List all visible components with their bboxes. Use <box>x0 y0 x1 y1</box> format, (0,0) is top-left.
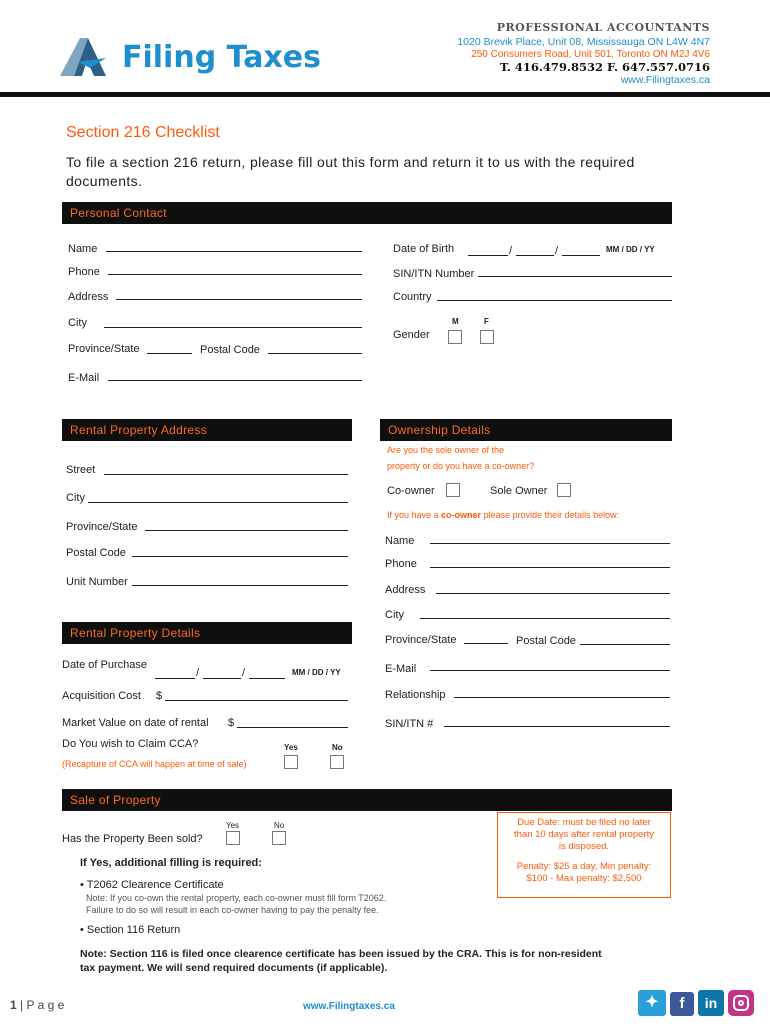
coowner-province-label: Province/State <box>385 634 457 646</box>
province-label: Province/State <box>68 343 140 355</box>
coowner-note: If you have a co-owner please provide their details below: <box>387 510 620 520</box>
coowner-postal-label: Postal Code <box>516 635 576 647</box>
ownership-header: Ownership Details <box>380 419 672 441</box>
coowner-phone-label: Phone <box>385 558 417 570</box>
dob-sep-1: / <box>509 245 513 257</box>
sin-label: SIN/ITN Number <box>393 268 475 280</box>
dob-label: Date of Birth <box>393 243 455 255</box>
t2062-note-1: Note: If you co-own the rental property, each co-owner must fill form T2062. <box>86 893 387 903</box>
sin-field[interactable] <box>478 276 672 277</box>
gender-m-label: M <box>452 317 459 326</box>
coowner-relationship-field[interactable] <box>454 697 670 698</box>
sale-header: Sale of Property <box>62 789 672 811</box>
firm-name: PROFESSIONAL ACCOUNTANTS <box>496 21 710 34</box>
dob-sep-2: / <box>555 245 559 257</box>
acquisition-cost-field[interactable] <box>165 700 348 701</box>
coowner-postal-field[interactable] <box>580 644 670 645</box>
rental-city-label: City <box>66 492 85 504</box>
coowner-city-field[interactable] <box>420 618 670 619</box>
gender-f-checkbox[interactable] <box>480 330 494 344</box>
phone-field[interactable] <box>108 274 362 275</box>
penalty-line-2: $100 - Max penalty: $2,500 <box>526 873 642 884</box>
cca-yes-label: Yes <box>284 743 298 752</box>
cca-no-checkbox[interactable] <box>330 755 344 769</box>
market-dollar: $ <box>228 717 235 729</box>
sole-owner-label: Sole Owner <box>490 485 548 497</box>
coowner-email-label: E-Mail <box>385 663 417 675</box>
coowner-sin-label: SIN/ITN # <box>385 718 434 730</box>
if-yes-heading: If Yes, additional filling is required: <box>80 857 262 869</box>
due-date-line-1: Due Date: must be filed no later <box>517 817 651 828</box>
gender-label: Gender <box>393 329 430 341</box>
rental-postal-label: Postal Code <box>66 547 126 559</box>
facebook-icon[interactable]: f <box>670 992 694 1016</box>
rental-unit-field[interactable] <box>132 585 348 586</box>
city-field[interactable] <box>104 327 362 328</box>
dob-month-field[interactable] <box>468 255 508 256</box>
acquisition-cost-label: Acquisition Cost <box>62 690 141 702</box>
purchase-day-field[interactable] <box>203 678 241 679</box>
postal-field[interactable] <box>268 353 362 354</box>
rental-city-field[interactable] <box>88 502 348 503</box>
header-phone: T. 416.479.8532 F. 647.557.0716 <box>499 60 710 74</box>
gender-m-checkbox[interactable] <box>448 330 462 344</box>
twitter-icon[interactable]: ✦ <box>638 990 666 1016</box>
header-website[interactable]: www.Filingtaxes.ca <box>620 74 710 86</box>
coowner-sin-field[interactable] <box>444 726 670 727</box>
coowner-address-field[interactable] <box>436 593 670 594</box>
rental-postal-field[interactable] <box>132 556 348 557</box>
rental-province-label: Province/State <box>66 521 138 533</box>
t2062-item: • T2062 Clearence Certificate <box>80 879 224 891</box>
address-label: Address <box>68 291 109 303</box>
purchase-sep-1: / <box>196 667 200 679</box>
page-number <box>10 998 64 1012</box>
page-label: | P a g e <box>20 998 65 1012</box>
city-label: City <box>68 317 87 329</box>
page-number-value: 1 <box>10 998 17 1012</box>
dob-format: MM / DD / YY <box>606 245 655 254</box>
purchase-sep-2: / <box>242 667 246 679</box>
sold-yes-checkbox[interactable] <box>226 831 240 845</box>
logo-text: Filing Taxes <box>122 40 322 75</box>
coowner-name-label: Name <box>385 535 415 547</box>
page-title: Section 216 Checklist <box>66 124 220 141</box>
rental-street-label: Street <box>66 464 96 476</box>
country-label: Country <box>393 291 432 303</box>
cca-no-label: No <box>332 743 343 752</box>
cca-recapture-note: (Recapture of CCA will happen at time of sale) <box>62 759 247 769</box>
section-116-item: • Section 116 Return <box>80 924 181 936</box>
email-label: E-Mail <box>68 372 100 384</box>
header-divider <box>0 92 770 97</box>
market-value-label: Market Value on date of rental <box>62 717 209 729</box>
acquisition-dollar: $ <box>156 690 163 702</box>
dob-year-field[interactable] <box>562 255 600 256</box>
ownership-question-2: property or do you have a co-owner? <box>387 461 535 471</box>
province-field[interactable] <box>147 353 192 354</box>
coowner-name-field[interactable] <box>430 543 670 544</box>
rental-address-header: Rental Property Address <box>62 419 352 441</box>
header-address-1: 1020 Brevik Place, Unit 08, Mississauga ON L4W 4N7 <box>457 36 710 48</box>
gender-f-label: F <box>484 317 489 326</box>
instagram-icon[interactable] <box>728 990 754 1016</box>
sold-label: Has the Property Been sold? <box>62 833 203 845</box>
cca-label: Do You wish to Claim CCA? <box>62 738 199 750</box>
dob-day-field[interactable] <box>516 255 554 256</box>
coowner-address-label: Address <box>385 584 426 596</box>
rental-province-field[interactable] <box>145 530 348 531</box>
purchase-year-field[interactable] <box>249 678 285 679</box>
market-value-field[interactable] <box>237 727 348 728</box>
ownership-question-1: Are you the sole owner of the <box>387 445 505 455</box>
country-field[interactable] <box>437 300 672 301</box>
coowner-province-field[interactable] <box>464 643 508 644</box>
due-date-line-3: is disposed. <box>558 841 610 852</box>
t2062-note-2: Failure to do so will result in each co-owner having to pay the penalty fee. <box>86 905 379 915</box>
name-label: Name <box>68 243 98 255</box>
purchase-month-field[interactable] <box>155 678 195 679</box>
coowner-label: Co-owner <box>387 485 435 497</box>
due-date-box <box>497 812 671 898</box>
footer-website[interactable]: www.Filingtaxes.ca <box>303 1001 395 1012</box>
sale-yes-label: Yes <box>226 821 240 830</box>
name-field[interactable] <box>106 251 362 252</box>
header-address-2: 250 Consumers Road, Unit 501, Toronto ON M2J 4V6 <box>471 49 710 60</box>
rental-details-header: Rental Property Details <box>62 622 352 644</box>
due-date-line-2: than 10 days after rental property <box>514 829 654 840</box>
cca-yes-checkbox[interactable] <box>284 755 298 769</box>
address-field[interactable] <box>116 299 362 300</box>
purchase-format: MM / DD / YY <box>292 668 341 677</box>
postal-label: Postal Code <box>200 344 260 356</box>
logo-icon <box>60 36 108 78</box>
purchase-date-label: Date of Purchase <box>62 659 147 671</box>
personal-contact-header: Personal Contact <box>62 202 672 224</box>
penalty-line-1: Penalty: $25 a day, Min penalty: <box>516 861 652 872</box>
coowner-phone-field[interactable] <box>430 567 670 568</box>
rental-unit-label: Unit Number <box>66 576 128 588</box>
linkedin-icon[interactable]: in <box>698 990 724 1016</box>
sold-no-checkbox[interactable] <box>272 831 286 845</box>
coowner-city-label: City <box>385 609 404 621</box>
final-note-2: tax payment. We will send required documents (if applicable). <box>80 962 388 974</box>
phone-label: Phone <box>68 266 100 278</box>
intro-text: To file a section 216 return, please fill out this form and return it to us with the required documents. <box>66 154 635 189</box>
coowner-checkbox[interactable] <box>446 483 460 497</box>
coowner-email-field[interactable] <box>430 670 670 671</box>
email-field[interactable] <box>108 380 362 381</box>
sale-no-label: No <box>274 821 285 830</box>
final-note-1: Note: Section 116 is filed once clearence certificate has been issued by the CRA. This is for non-resident <box>80 948 602 960</box>
sole-owner-checkbox[interactable] <box>557 483 571 497</box>
coowner-relationship-label: Relationship <box>385 689 446 701</box>
rental-street-field[interactable] <box>104 474 348 475</box>
